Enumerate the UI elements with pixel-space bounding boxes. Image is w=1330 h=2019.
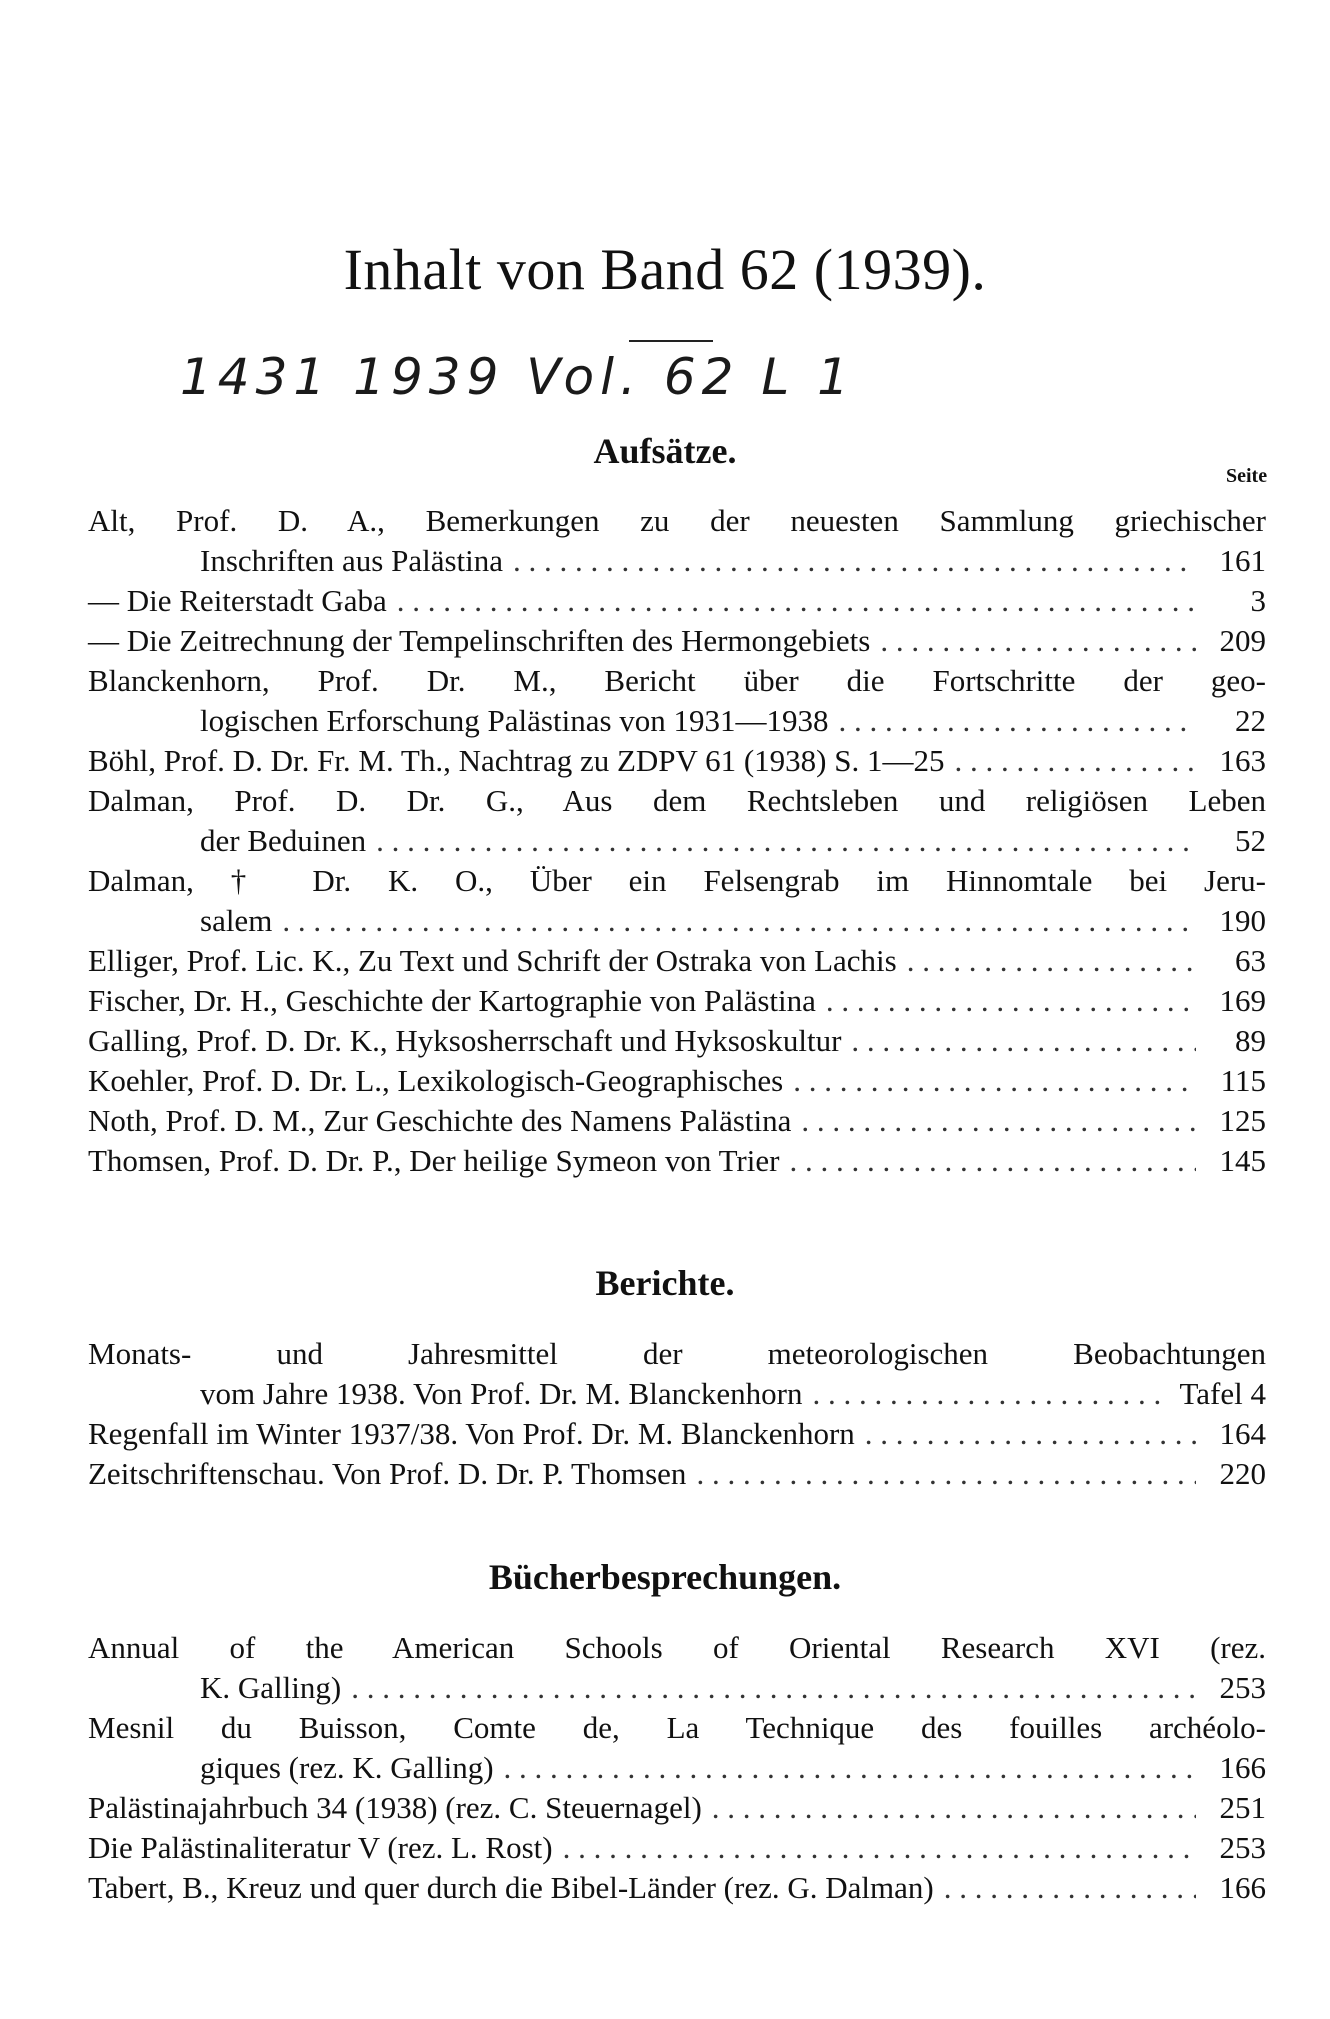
entry-line: Elliger, Prof. Lic. K., Zu Text und Schrift der Ostraka von Lachis	[88, 943, 897, 978]
section-heading-aufsaetze: Aufsätze.	[593, 431, 737, 471]
entry-page: 220	[1219, 1456, 1266, 1491]
entry-line: Dalman, † Dr. K. O., Über ein Felsengrab im Hinnomtale bei Jeru-	[88, 863, 1266, 898]
entry-page: 89	[1235, 1023, 1266, 1058]
section-berichte-list	[88, 1334, 1266, 1494]
toc-entry	[88, 621, 1266, 661]
entry-page: 251	[1219, 1790, 1266, 1825]
entry-page: Tafel 4	[1179, 1376, 1266, 1411]
toc-entry	[88, 501, 1266, 581]
toc-entry	[88, 1628, 1266, 1708]
entry-line: — Die Zeitrechnung der Tempelinschriften des Hermongebiets	[88, 623, 871, 658]
entry-line: Dalman, Prof. D. Dr. G., Aus dem Rechtsleben und religiösen Leben	[88, 783, 1266, 818]
leader-dots	[397, 581, 1196, 621]
leader-dots	[865, 1414, 1196, 1454]
section-heading-buecherbesprechungen: Bücherbesprechungen.	[488, 1557, 842, 1597]
leader-dots	[376, 821, 1196, 861]
entry-line: Regenfall im Winter 1937/38. Von Prof. Dr. M. Blanckenhorn	[88, 1416, 855, 1451]
leader-dots	[955, 741, 1197, 781]
entry-page: 163	[1219, 743, 1266, 778]
entry-page: 166	[1219, 1750, 1266, 1785]
toc-entry	[88, 741, 1266, 781]
leader-dots	[282, 901, 1196, 941]
entry-page: 164	[1219, 1416, 1266, 1451]
entry-line: Annual of the American Schools of Oriental Research XVI (rez.	[88, 1630, 1266, 1665]
title-divider	[629, 340, 713, 342]
entry-line: Noth, Prof. D. M., Zur Geschichte des Namens Palästina	[88, 1103, 792, 1138]
entry-page: 166	[1219, 1870, 1266, 1905]
leader-dots	[563, 1828, 1196, 1868]
toc-entry	[88, 1334, 1266, 1414]
entry-page: 3	[1250, 583, 1266, 618]
section-heading-berichte: Berichte.	[595, 1263, 735, 1303]
toc-entry	[88, 661, 1266, 741]
leader-dots	[851, 1021, 1196, 1061]
toc-entry	[88, 1828, 1266, 1868]
toc-entry	[88, 861, 1266, 941]
entry-page: 253	[1219, 1670, 1266, 1705]
toc-entry	[88, 1868, 1266, 1908]
toc-entry	[88, 1454, 1266, 1494]
entry-page: 161	[1219, 543, 1266, 578]
entry-line: Die Palästinaliteratur V (rez. L. Rost)	[88, 1830, 553, 1865]
entry-page: 190	[1219, 903, 1266, 938]
entry-line: Koehler, Prof. D. Dr. L., Lexikologisch-Geographisches	[88, 1063, 784, 1098]
toc-entry	[88, 981, 1266, 1021]
leader-dots	[351, 1668, 1196, 1708]
entry-line: Alt, Prof. D. A., Bemerkungen zu der neuesten Sammlung griechischer	[88, 503, 1266, 538]
entry-line: Inschriften aus Palästina	[200, 543, 504, 578]
leader-dots	[826, 981, 1196, 1021]
page-column-label: Seite	[1226, 465, 1268, 487]
leader-dots	[696, 1454, 1196, 1494]
leader-dots	[812, 1374, 1169, 1414]
toc-entry	[88, 1061, 1266, 1101]
entry-line: Böhl, Prof. D. Dr. Fr. M. Th., Nachtrag zu ZDPV 61 (1938) S. 1—25	[88, 743, 945, 778]
toc-entry	[88, 581, 1266, 621]
entry-page: 52	[1235, 823, 1266, 858]
leader-dots	[504, 1748, 1196, 1788]
toc-entry	[88, 1141, 1266, 1181]
entry-page: 209	[1219, 623, 1266, 658]
entry-line: Zeitschriftenschau. Von Prof. D. Dr. P. Thomsen	[88, 1456, 687, 1491]
toc-entry	[88, 1021, 1266, 1061]
entry-page: 169	[1219, 983, 1266, 1018]
entry-line: Thomsen, Prof. D. Dr. P., Der heilige Symeon von Trier	[88, 1143, 780, 1178]
leader-dots	[944, 1868, 1196, 1908]
toc-entry	[88, 941, 1266, 981]
entry-line: Blanckenhorn, Prof. Dr. M., Bericht über die Fortschritte der geo-	[88, 663, 1266, 698]
leader-dots	[789, 1141, 1196, 1181]
leader-dots	[907, 941, 1196, 981]
entry-page: 63	[1235, 943, 1266, 978]
leader-dots	[793, 1061, 1196, 1101]
entry-line: giques (rez. K. Galling)	[200, 1750, 494, 1785]
entry-line: Tabert, B., Kreuz und quer durch die Bibel-Länder (rez. G. Dalman)	[88, 1870, 934, 1905]
section-aufsaetze-list	[88, 501, 1266, 1181]
toc-entry	[88, 1414, 1266, 1454]
handwritten-note: 1431 1939 Vol. 62 L 1	[180, 348, 855, 406]
entry-page: 125	[1219, 1103, 1266, 1138]
entry-page: 115	[1220, 1063, 1266, 1098]
leader-dots	[839, 701, 1196, 741]
entry-line: K. Galling)	[200, 1670, 342, 1705]
leader-dots	[801, 1101, 1196, 1141]
toc-entry	[88, 1708, 1266, 1788]
entry-page: 145	[1219, 1143, 1266, 1178]
leader-dots	[712, 1788, 1196, 1828]
entry-line: Mesnil du Buisson, Comte de, La Technique des fouilles archéolo-	[88, 1710, 1266, 1745]
entry-line: salem	[200, 903, 273, 938]
entry-line: Palästinajahrbuch 34 (1938) (rez. C. Steuernagel)	[88, 1790, 702, 1825]
entry-page: 22	[1235, 703, 1266, 738]
entry-line: Monats- und Jahresmittel der meteorologischen Beobachtungen	[88, 1336, 1266, 1371]
entry-page: 253	[1219, 1830, 1266, 1865]
entry-line: der Beduinen	[200, 823, 367, 858]
entry-line: — Die Reiterstadt Gaba	[88, 583, 387, 618]
entry-line: Galling, Prof. D. Dr. K., Hyksosherrschaft und Hyksoskultur	[88, 1023, 842, 1058]
leader-dots	[880, 621, 1196, 661]
entry-line: logischen Erforschung Palästinas von 1931—1938	[200, 703, 829, 738]
entry-line: vom Jahre 1938. Von Prof. Dr. M. Blanckenhorn	[200, 1376, 803, 1411]
entry-line: Fischer, Dr. H., Geschichte der Kartographie von Palästina	[88, 983, 816, 1018]
toc-entry	[88, 781, 1266, 861]
toc-entry	[88, 1101, 1266, 1141]
section-buecherbesprechungen-list	[88, 1628, 1266, 1908]
page-title: Inhalt von Band 62 (1939).	[343, 237, 987, 302]
leader-dots	[513, 541, 1196, 581]
toc-entry	[88, 1788, 1266, 1828]
